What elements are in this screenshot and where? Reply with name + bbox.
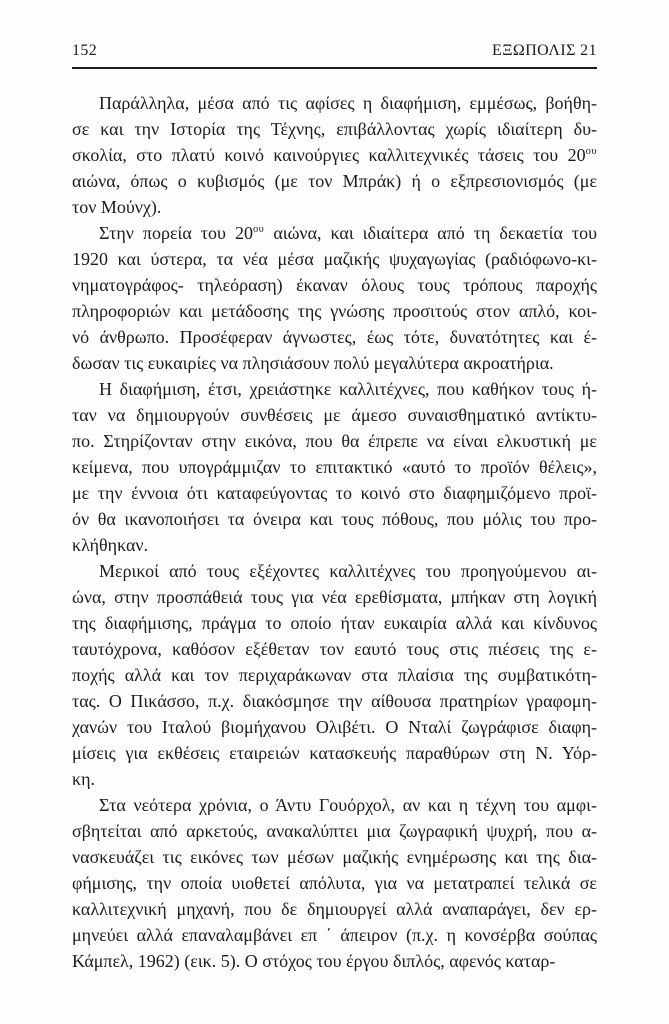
text-line: νασκευάζει τις εικόνες των μέσων μαζικής ενημέρωσης και της δια- bbox=[72, 846, 597, 867]
text-line: σε και την Ιστορία της Τέχνης, επιβάλλοντας χωρίς ιδιαίτερη δυ- bbox=[72, 118, 597, 139]
text-line: όν θα ικανοποιήσει τα όνειρα και τους πόθους, που μόλις του προ- bbox=[72, 508, 597, 529]
text-line: χανών του Ιταλού βιομήχανου Ολιβέτι. Ο Νταλί ζωγράφισε διαφη- bbox=[72, 716, 597, 737]
text-line: αιώνα, όπως ο κυβισμός (με τον Μπράκ) ή ο εξπρεσιονισμός (με bbox=[72, 170, 597, 191]
text-line: νηματογράφος- τηλεόραση) έκαναν όλους τους τρόπους παροχής bbox=[72, 274, 597, 295]
text-line: σκολία, στο πλατύ κοινό καινούργιες καλλιτεχνικές τάσεις του $20^{o\upsilon}$ bbox=[72, 144, 597, 165]
text-line: Παράλληλα, μέσα από τις αφίσες η διαφήμιση, εμμέσως, βοήθη- bbox=[99, 92, 597, 113]
text-line: δωσαν τις ευκαιρίες να πλησιάσουν πολύ μεγαλύτερα ακροατήρια. bbox=[72, 352, 554, 373]
text-line: ταν να δημιουργούν συνθέσεις με άμεσο συναισθηματικό αντίκτυ- bbox=[72, 404, 597, 425]
text-line: κλήθηκαν. bbox=[72, 534, 149, 555]
paragraph bbox=[72, 558, 597, 792]
page-number: 152 bbox=[72, 42, 98, 59]
text-line: ταυτόχρονα, καθόσον εξέθεταν τον εαυτό τους στις πιέσεις της ε- bbox=[72, 638, 597, 659]
text-line: με την έννοια ότι καταφεύγοντας το κοινό στο διαφημιζόμενο προϊ- bbox=[72, 482, 597, 503]
text-line: κείμενα, που υπογράμμιζαν το επιτακτικό «αυτό το προϊόν θέλεις», bbox=[72, 456, 597, 477]
text-line: της διαφήμισης, πράγμα το οποίο ήταν ευκαιρία αλλά και κίνδυνος bbox=[72, 612, 597, 633]
text-line: τας. Ο Πικάσσο, π.χ. διακόσμησε την αίθουσα πρατηρίων γραφομη- bbox=[72, 690, 597, 711]
ordinal-superscript: ου bbox=[585, 145, 597, 157]
text-line: πο. Στηρίζονταν στην εικόνα, που θα έπρεπε να είναι ελκυστική με bbox=[72, 430, 597, 451]
text-line: 1920 και ύστερα, τα νέα μέσα μαζικής ψυχαγωγίας (ραδιόφωνο-κι- bbox=[72, 248, 597, 269]
text-line: φήμισης, την οποία υιοθετεί απόλυτα, για να μετατραπεί τελικά σε bbox=[72, 872, 597, 893]
text-line: μίσεις για εκθέσεις εταιρειών κατασκευής παραθύρων στη Ν. Υόρ- bbox=[72, 742, 597, 763]
text-line: κη. bbox=[72, 768, 95, 789]
text-line: νό άνθρωπο. Προσέφεραν άγνωστες, έως τότε, δυνατότητες και έ- bbox=[72, 326, 597, 347]
paragraph bbox=[72, 90, 597, 220]
paragraph bbox=[72, 220, 597, 376]
running-header bbox=[72, 42, 597, 69]
ordinal-superscript: ου bbox=[252, 223, 265, 235]
text-line: Κάμπελ, 1962) (εικ. 5). Ο στόχος του έργου διπλός, αφενός καταρ- bbox=[72, 950, 556, 971]
paragraph bbox=[72, 792, 597, 974]
text-line: Στην πορεία του $20^{o\upsilon}$ αιώνα, και ιδιαίτερα από τη δεκαετία του bbox=[99, 222, 597, 243]
text-line: Μερικοί από τους εξέχοντες καλλιτέχνες του προηγούμενου αι- bbox=[99, 560, 597, 581]
text-line: πληροφοριών και μετάδοσης της γνώσης προσιτούς στον απλό, κοι- bbox=[72, 300, 597, 321]
journal-title: ΕΞΩΠΟΛΙΣ 21 bbox=[492, 42, 597, 59]
text-line: καλλιτεχνική μηχανή, που δε δημιουργεί αλλά αναπαράγει, δεν ερ- bbox=[72, 898, 597, 919]
text-line: Στα νεότερα χρόνια, ο Άντυ Γουόρχολ, αν και η τέχνη του αμφι- bbox=[99, 794, 597, 815]
page-body bbox=[72, 90, 597, 974]
text-line: ώνα, στην προσπάθειά τους για νέα ερεθίσματα, μπήκαν στη λογική bbox=[72, 586, 597, 607]
text-line: σβητείται από αρκετούς, ανακαλύπτει μια ζωγραφική ψυχρή, που α- bbox=[72, 820, 597, 841]
text-line: τον Μούνχ). bbox=[72, 196, 162, 217]
text-line: ποχής αλλά και τον περιχαράκωναν στα πλαίσια της συμβατικότη- bbox=[72, 664, 597, 685]
text-line: μηνεύει αλλά επαναλαμβάνει επ ΄ άπειρον (π.χ. η κονσέρβα σούπας bbox=[72, 924, 597, 945]
text-line: Η διαφήμιση, έτσι, χρειάστηκε καλλιτέχνες, που καθήκον τους ή- bbox=[99, 378, 597, 399]
paragraph bbox=[72, 376, 597, 558]
